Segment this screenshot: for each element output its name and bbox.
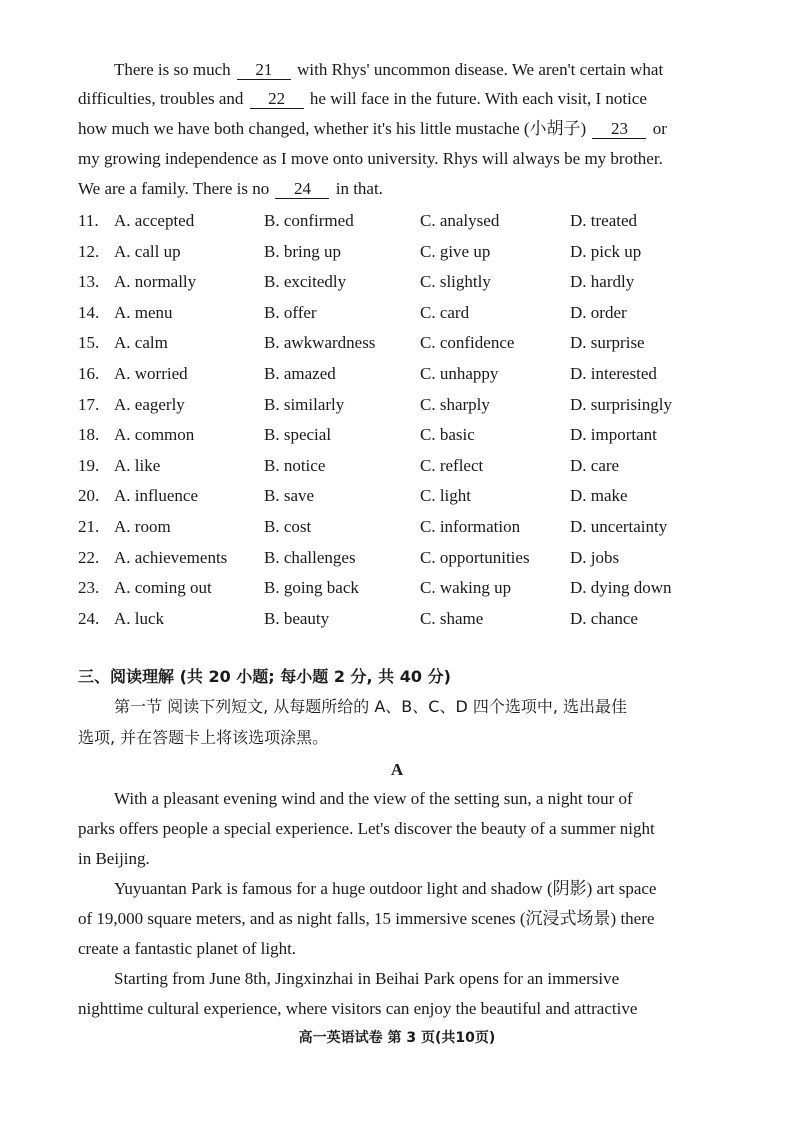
cloze-line-2 bbox=[78, 88, 647, 110]
passage-line: of 19,000 square meters, and as night falls, 15 immersive scenes (沉浸式场景) there bbox=[78, 909, 655, 928]
option-c: C. shame bbox=[420, 608, 484, 628]
option-b: B. similarly bbox=[264, 394, 345, 414]
option-b: B. beauty bbox=[264, 608, 330, 628]
section-instruction: 第一节 阅读下列短文, 从每题所给的 A、B、C、D 四个选项中, 选出最佳 bbox=[114, 697, 628, 716]
option-b: B. notice bbox=[264, 455, 326, 475]
section-title: 三、阅读理解 (共 20 小题; 每小题 2 分, 共 40 分) bbox=[78, 667, 451, 686]
question-number: 19. bbox=[78, 455, 100, 475]
option-b: B. offer bbox=[264, 302, 317, 322]
question-number: 22. bbox=[78, 547, 100, 567]
option-a: A. room bbox=[114, 516, 171, 536]
option-c: C. slightly bbox=[420, 272, 491, 292]
option-d: D. interested bbox=[570, 363, 657, 383]
cloze-text: There is so much bbox=[114, 60, 231, 79]
option-a: A. call up bbox=[114, 241, 181, 261]
option-d: D. dying down bbox=[570, 578, 672, 598]
option-d: D. treated bbox=[570, 211, 638, 230]
blank-24: 24 bbox=[275, 179, 329, 199]
option-row bbox=[78, 481, 718, 512]
question-number: 11. bbox=[78, 211, 99, 230]
option-b: B. bring up bbox=[264, 241, 341, 261]
option-d: D. make bbox=[570, 486, 628, 506]
option-d: D. jobs bbox=[570, 547, 620, 567]
passage-line: With a pleasant evening wind and the view of the setting sun, a night tour of bbox=[114, 789, 633, 808]
option-a: A. luck bbox=[114, 608, 165, 628]
option-c: C. basic bbox=[420, 425, 475, 445]
blank-23: 23 bbox=[592, 119, 646, 139]
question-number: 14. bbox=[78, 302, 100, 322]
option-a: A. like bbox=[114, 455, 161, 475]
option-d: D. pick up bbox=[570, 241, 642, 261]
option-row bbox=[78, 420, 718, 451]
question-number: 23. bbox=[78, 578, 100, 598]
option-b: B. amazed bbox=[264, 363, 336, 383]
option-b: B. challenges bbox=[264, 547, 356, 567]
option-c: C. opportunities bbox=[420, 547, 530, 567]
option-d: D. chance bbox=[570, 608, 638, 628]
option-c: C. analysed bbox=[420, 211, 500, 230]
options-list bbox=[78, 206, 718, 634]
option-a: A. eagerly bbox=[114, 394, 185, 414]
question-number: 16. bbox=[78, 363, 100, 383]
option-row bbox=[78, 604, 718, 635]
option-row bbox=[78, 573, 718, 604]
option-b: B. special bbox=[264, 425, 332, 445]
passage-line: create a fantastic planet of light. bbox=[78, 939, 297, 958]
question-number: 18. bbox=[78, 425, 100, 445]
option-row bbox=[78, 451, 718, 482]
page-footer: 高一英语试卷 第 3 页(共10页) bbox=[298, 1030, 496, 1046]
passage-line: nighttime cultural experience, where visitors can enjoy the beautiful and attractive bbox=[78, 999, 638, 1018]
option-c: C. sharply bbox=[420, 394, 490, 414]
option-a: A. worried bbox=[114, 363, 188, 383]
option-b: B. save bbox=[264, 486, 315, 506]
option-d: D. surprise bbox=[570, 333, 645, 353]
question-number: 17. bbox=[78, 394, 100, 414]
option-a: A. coming out bbox=[114, 578, 212, 598]
option-d: D. important bbox=[570, 425, 657, 445]
option-b: B. cost bbox=[264, 516, 312, 536]
option-a: A. calm bbox=[114, 333, 168, 353]
option-a: A. common bbox=[114, 425, 195, 445]
cloze-line-3 bbox=[78, 118, 667, 140]
cloze-text: how much we have both changed, whether it's his little mustache (小胡子) bbox=[78, 119, 587, 138]
option-b: B. excitedly bbox=[264, 272, 347, 292]
question-number: 15. bbox=[78, 333, 100, 353]
blank-21: 21 bbox=[237, 60, 291, 80]
question-number: 20. bbox=[78, 486, 100, 506]
passage-line: Yuyuantan Park is famous for a huge outdoor light and shadow (阴影) art space bbox=[114, 879, 657, 898]
blank-22: 22 bbox=[250, 89, 304, 109]
option-a: A. normally bbox=[114, 272, 197, 292]
option-row bbox=[78, 512, 718, 543]
option-c: C. information bbox=[420, 516, 521, 536]
option-row bbox=[78, 267, 718, 298]
option-a: A. influence bbox=[114, 486, 199, 506]
option-c: C. waking up bbox=[420, 578, 512, 598]
option-a: A. menu bbox=[114, 302, 173, 322]
cloze-text: he will face in the future. With each visit, I notice bbox=[309, 89, 647, 108]
question-number: 21. bbox=[78, 516, 100, 536]
option-c: C. confidence bbox=[420, 333, 515, 353]
option-row bbox=[78, 390, 718, 421]
option-row bbox=[78, 359, 718, 390]
question-number: 13. bbox=[78, 272, 100, 292]
cloze-line-1 bbox=[114, 59, 663, 81]
passage-line: Starting from June 8th, Jingxinzhai in Beihai Park opens for an immersive bbox=[114, 969, 620, 988]
passage-line: in Beijing. bbox=[78, 849, 150, 868]
option-a: A. achievements bbox=[114, 547, 228, 567]
cloze-line-5 bbox=[78, 178, 383, 200]
cloze-text: or bbox=[652, 119, 667, 138]
option-row bbox=[78, 237, 718, 268]
cloze-text: We are a family. There is no bbox=[78, 179, 270, 198]
option-d: D. surprisingly bbox=[570, 394, 672, 414]
passage-line: parks offers people a special experience. Let's discover the beauty of a summer night bbox=[78, 819, 655, 838]
option-row bbox=[78, 543, 718, 574]
question-number: 12. bbox=[78, 241, 100, 261]
question-number: 24. bbox=[78, 608, 100, 628]
option-d: D. hardly bbox=[570, 272, 635, 292]
option-c: C. give up bbox=[420, 241, 491, 261]
option-row bbox=[78, 298, 718, 329]
option-b: B. confirmed bbox=[264, 211, 354, 230]
option-row bbox=[78, 328, 718, 359]
option-c: C. card bbox=[420, 302, 470, 322]
option-d: D. care bbox=[570, 455, 620, 475]
option-c: C. reflect bbox=[420, 455, 484, 475]
cloze-text: difficulties, troubles and bbox=[78, 89, 244, 108]
option-a: A. accepted bbox=[114, 211, 195, 230]
option-d: D. order bbox=[570, 302, 627, 322]
cloze-text: with Rhys' uncommon disease. We aren't certain what bbox=[297, 60, 664, 79]
section-instruction: 选项, 并在答题卡上将该选项涂黑。 bbox=[78, 728, 329, 747]
passage-title: A bbox=[390, 760, 404, 779]
option-row bbox=[78, 206, 718, 237]
option-b: B. going back bbox=[264, 578, 359, 598]
cloze-line-4: my growing independence as I move onto university. Rhys will always be my brother. bbox=[78, 149, 663, 168]
cloze-text: in that. bbox=[335, 179, 383, 198]
option-d: D. uncertainty bbox=[570, 516, 668, 536]
option-c: C. light bbox=[420, 486, 472, 506]
option-b: B. awkwardness bbox=[264, 333, 376, 353]
option-c: C. unhappy bbox=[420, 363, 499, 383]
